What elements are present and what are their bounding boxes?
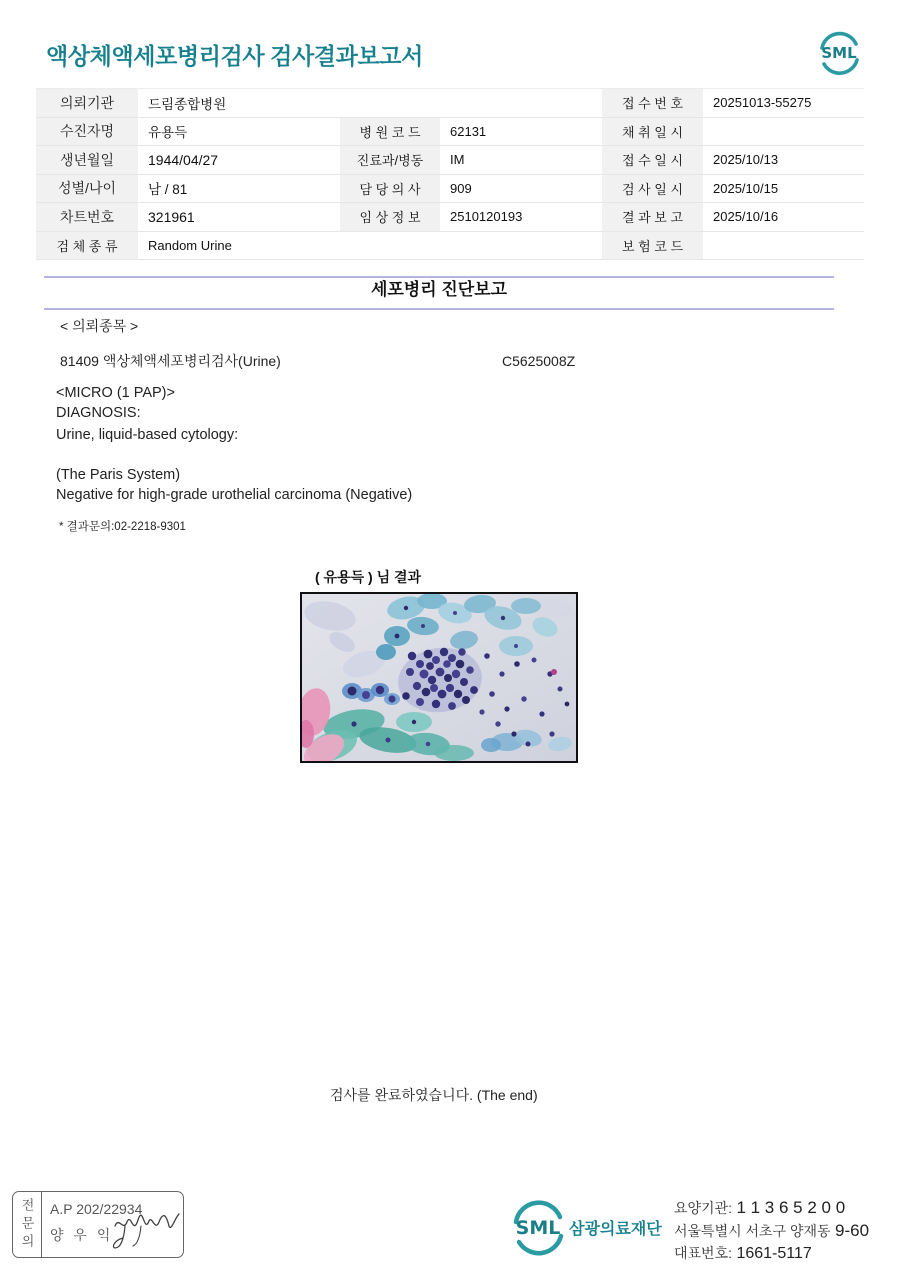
nucleus bbox=[495, 721, 500, 726]
info-row-specimen-type bbox=[36, 231, 864, 260]
signature-descender bbox=[133, 1226, 141, 1246]
nucleus bbox=[443, 660, 451, 668]
micro-header: <MICRO (1 PAP)> bbox=[56, 385, 175, 401]
value-clinical-info: 2510120193 bbox=[440, 203, 602, 232]
logo-text: SML bbox=[821, 44, 857, 62]
squamous-cell bbox=[511, 598, 541, 614]
nucleus bbox=[412, 720, 416, 724]
pathologist-signature-box bbox=[12, 1191, 184, 1258]
organization-name: 삼광의료재단 bbox=[569, 1221, 662, 1238]
address-text: 서울특별시 서초구 양재동 bbox=[674, 1223, 831, 1239]
info-row-patient-name bbox=[36, 117, 864, 146]
nucleus bbox=[376, 686, 384, 694]
handwritten-signature bbox=[111, 1206, 183, 1252]
nucleus bbox=[416, 660, 424, 668]
value-requesting-institution: 드림종합병원 bbox=[138, 89, 602, 118]
value-patient-name: 유용득 bbox=[138, 117, 340, 146]
nucleus bbox=[456, 660, 465, 669]
nucleus bbox=[444, 674, 452, 682]
info-row-birth-date bbox=[36, 146, 864, 175]
value-accession-number: 20251013-55275 bbox=[703, 89, 864, 118]
nucleus bbox=[432, 700, 440, 708]
nucleus bbox=[426, 662, 434, 670]
nucleus bbox=[408, 652, 416, 660]
nucleus bbox=[565, 702, 570, 707]
info-row-chart-number bbox=[36, 203, 864, 232]
specimen-line: Urine, liquid-based cytology: bbox=[56, 427, 239, 443]
label-chart-number: 차트번호 bbox=[36, 203, 138, 232]
sml-logo bbox=[815, 29, 863, 77]
phone-label: 대표번호: bbox=[674, 1245, 732, 1261]
label-received-date: 접 수 일 시 bbox=[602, 146, 703, 175]
nucleus bbox=[351, 721, 356, 726]
nucleus bbox=[470, 686, 478, 694]
value-department-ward: IM bbox=[440, 146, 602, 175]
nucleus bbox=[440, 648, 448, 656]
label-accession-number: 접 수 번 호 bbox=[602, 89, 703, 118]
nucleus bbox=[484, 653, 490, 659]
nucleus bbox=[549, 731, 554, 736]
nucleus bbox=[424, 650, 433, 659]
section-rule-bottom bbox=[44, 308, 834, 310]
label-specimen-type: 검 체 종 류 bbox=[36, 231, 138, 260]
nucleus bbox=[521, 696, 526, 701]
address-number: 9-60 bbox=[835, 1221, 870, 1240]
nucleus bbox=[362, 691, 370, 699]
nucleus bbox=[501, 616, 505, 620]
micrograph-frame bbox=[300, 592, 578, 763]
label-patient-name: 수진자명 bbox=[36, 117, 138, 146]
report-title: 액상체액세포병리검사 검사결과보고서 bbox=[46, 43, 423, 69]
nucleus bbox=[436, 668, 445, 677]
patient-info-table bbox=[36, 88, 864, 260]
nucleus bbox=[402, 692, 410, 700]
section-title: 세포병리 진단보고 bbox=[370, 280, 508, 299]
label-test-date: 검 사 일 시 bbox=[602, 174, 703, 203]
value-attending-physician: 909 bbox=[440, 174, 602, 203]
nucleus bbox=[460, 678, 468, 686]
nucleus bbox=[526, 742, 531, 747]
nucleus bbox=[420, 670, 429, 679]
squamous-cell bbox=[434, 745, 474, 761]
nucleus bbox=[453, 611, 457, 615]
value-hospital-code: 62131 bbox=[440, 117, 602, 146]
nucleus bbox=[462, 696, 470, 704]
label-clinical-info: 임 상 정 보 bbox=[340, 203, 440, 232]
nucleus bbox=[395, 634, 400, 639]
label-requesting-institution: 의뢰기관 bbox=[36, 89, 138, 118]
label-sex-age: 성별/나이 bbox=[36, 174, 138, 203]
label-department-ward: 진료과/병동 bbox=[340, 146, 440, 175]
nucleus bbox=[558, 687, 563, 692]
specialist-label: 전문의 bbox=[19, 1197, 35, 1252]
nucleus bbox=[422, 688, 431, 697]
nucleus bbox=[448, 702, 456, 710]
nucleus bbox=[504, 706, 509, 711]
nucleus bbox=[539, 711, 544, 716]
nucleus bbox=[348, 687, 357, 696]
diagnosis-result: Negative for high-grade urothelial carcinoma (Negative) bbox=[56, 487, 413, 503]
value-sex-age: 남 / 81 bbox=[138, 174, 340, 203]
signature-stroke bbox=[115, 1214, 179, 1227]
nucleus bbox=[428, 676, 436, 684]
info-row-sex-age bbox=[36, 174, 864, 203]
order-heading: < 의뢰종목 > bbox=[60, 318, 139, 334]
nucleus bbox=[514, 661, 520, 667]
nucleus bbox=[514, 644, 518, 648]
nucleus bbox=[499, 671, 504, 676]
nucleus bbox=[452, 670, 460, 678]
nucleus bbox=[426, 742, 431, 747]
nucleus bbox=[430, 684, 438, 692]
nucleus bbox=[432, 656, 440, 664]
institution-label: 요양기관: bbox=[674, 1200, 732, 1216]
nucleus bbox=[532, 658, 537, 663]
urothelial-cell bbox=[481, 738, 501, 752]
institution-code: 1 1 3 6 5 2 0 0 bbox=[736, 1198, 846, 1217]
label-attending-physician: 담 당 의 사 bbox=[340, 174, 440, 203]
value-specimen-type: Random Urine bbox=[138, 231, 602, 260]
nucleus bbox=[413, 682, 421, 690]
value-received-date: 2025/10/13 bbox=[703, 146, 864, 175]
order-item: 81409 액상체액세포병리검사(Urine) bbox=[60, 353, 281, 369]
nucleus bbox=[406, 668, 414, 676]
cytology-micrograph bbox=[302, 594, 576, 761]
end-message: 검사를 완료하였습니다. (The end) bbox=[330, 1087, 538, 1103]
order-code: C5625008Z bbox=[502, 353, 576, 369]
address-line bbox=[674, 1220, 869, 1243]
specialist-label-cell bbox=[13, 1192, 42, 1257]
nucleus bbox=[386, 738, 391, 743]
nucleus bbox=[421, 624, 425, 628]
sml-foundation-logo bbox=[509, 1198, 567, 1256]
stained-spot bbox=[551, 669, 557, 675]
label-birth-date: 생년월일 bbox=[36, 146, 138, 175]
squamous-cell bbox=[376, 644, 396, 660]
value-birth-date: 1944/04/27 bbox=[138, 146, 340, 175]
nucleus bbox=[446, 684, 454, 692]
nucleus bbox=[466, 666, 474, 674]
nucleus bbox=[458, 648, 465, 655]
value-insurance-code bbox=[703, 231, 864, 260]
nucleus bbox=[438, 690, 447, 699]
nucleus bbox=[511, 731, 516, 736]
pathologist-name: 양 우 익 bbox=[50, 1227, 114, 1243]
nucleus bbox=[489, 691, 495, 697]
nucleus bbox=[479, 709, 484, 714]
phone-line bbox=[674, 1242, 812, 1265]
signature-descender bbox=[113, 1226, 125, 1248]
value-report-date: 2025/10/16 bbox=[703, 203, 864, 232]
value-collection-date bbox=[703, 117, 864, 146]
license-number: A.P 202/22934 bbox=[50, 1201, 143, 1217]
label-insurance-code: 보 험 코 드 bbox=[602, 231, 703, 260]
value-chart-number: 321961 bbox=[138, 203, 340, 232]
nucleus bbox=[454, 690, 462, 698]
image-caption: ( 유용득 ) 님 결과 bbox=[315, 569, 422, 585]
nucleus bbox=[404, 606, 408, 610]
system-line: (The Paris System) bbox=[56, 467, 181, 483]
label-collection-date: 채 취 일 시 bbox=[602, 117, 703, 146]
logo-text: SML bbox=[515, 1217, 561, 1239]
nucleus bbox=[388, 695, 395, 702]
nucleus bbox=[416, 698, 424, 706]
label-report-date: 결 과 보 고 bbox=[602, 203, 703, 232]
diagnosis-label: DIAGNOSIS: bbox=[56, 405, 141, 421]
institution-line bbox=[674, 1197, 845, 1220]
label-hospital-code: 병 원 코 드 bbox=[340, 117, 440, 146]
info-row-requesting-institution bbox=[36, 89, 864, 118]
nucleus bbox=[448, 654, 456, 662]
value-test-date: 2025/10/15 bbox=[703, 174, 864, 203]
result-inquiry-phone: * 결과문의:02-2218-9301 bbox=[59, 521, 186, 533]
phone-number: 1661-5117 bbox=[736, 1245, 812, 1262]
